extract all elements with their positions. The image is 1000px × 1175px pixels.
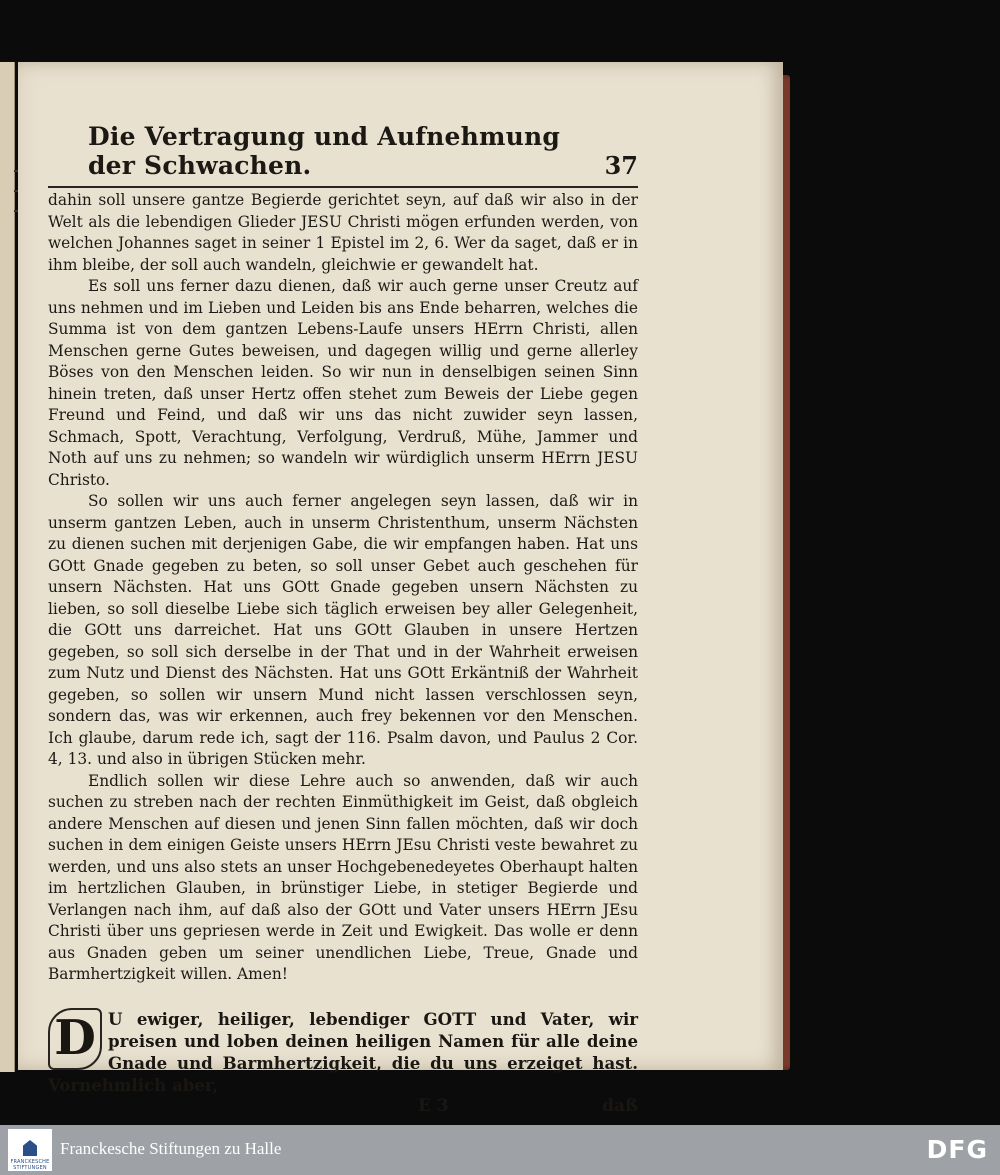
left-page-edge [0, 62, 15, 1072]
prayer-text: U ewiger, heiliger, lebendiger GOTT und Vater, wir preisen und loben deinen heiligen Namen für alle deine Gnade und Barmhertzigkeit, die du uns erzeiget hast. Vornehmlich aber, [48, 1008, 638, 1095]
running-head [48, 122, 638, 188]
paragraph: So sollen wir uns auch ferner angelegen seyn lassen, daß wir in unserm gantzen Leben, auch in unserm Christenthum, unserm Nächsten zu dienen suchen mit derjenigen Gabe, die wir empfangen haben. Hat uns GOtt Gnade gegeben zu beten, so soll unser Gebet auch geschehen für unsern Nächsten. Hat uns GOtt Gnade gegeben unsern Nächsten zu lieben, so soll dieselbe Liebe sich täglich erweisen bey aller Gelegenheit, die GOtt uns darreichet. Hat uns GOtt Glauben in unsere Hertzen gegeben, so soll sich derselbe in der That und in der Wahrheit erweisen zum Nutz und Dienst des Nächsten. Hat uns GOtt Erkäntniß der Wahrheit gegeben, so sollen wir unsern Mund nicht lassen verschlossen seyn, sondern das, was wir erkennen, auch frey bekennen vor den Menschen. Ich glaube, darum rede ich, sagt der 116. Psalm davon, und Paulus 2 Cor. 4, 13. und also in übrigen Stücken mehr. [48, 492, 638, 768]
franckesche-logo[interactable] [8, 1129, 52, 1171]
dfg-logo[interactable]: DFG [926, 1135, 988, 1164]
institution-link[interactable]: Franckesche Stiftungen zu Halle [60, 1139, 282, 1158]
paragraph: Es soll uns ferner dazu dienen, daß wir auch gerne unser Creutz auf uns nehmen und im Lieben und Leiden bis ans Ende beharren, welches die Summa ist von dem gantzen Lebens-Laufe unsers HErrn Christi, allen Menschen gerne Gutes beweisen, und dagegen willig und gerne allerley Böses von den Menschen leiden. So wir nun in denselbigen seinen Sinn hinein treten, daß unser Hertz offen stehet zum Beweis der Liebe gegen Freund und Feind, und daß wir uns das nicht zuwider seyn lassen, Schmach, Spott, Verachtung, Verfolgung, Verdruß, Mühe, Jammer und Noth auf uns zu nehmen; so wandeln wir würdiglich unserm HErrn JESU Christo. [48, 277, 638, 489]
page-number: 37 [604, 151, 638, 180]
decorated-initial: D [48, 1008, 102, 1070]
footer-bar [0, 1125, 1000, 1175]
catchword: daß [602, 1095, 638, 1116]
page-content [48, 122, 638, 1116]
body-text [48, 190, 638, 986]
paragraph: Endlich sollen wir diese Lehre auch so anwenden, daß wir auch suchen zu streben nach der rechten Einmüthigkeit im Geist, daß obgleich andere Menschen auf diesen und jenen Sinn fallen möchten, daß wir doch suchen in dem einigen Geiste unsers HErrn JEsu Christi veste bewahret zu werden, und uns also stets an unser Hochgebenedeyetes Oberhaupt halten im hertzlichen Glauben, in brünstiger Liebe, in stetiger Begierde und Verlangen nach ihm, auf daß also der GOtt und Vater unsers HErrn JEsu Christi über uns gepriesen werde in Zeit und Ewigkeit. Das wolle er denn aus Gnaden geben um seiner unendlichen Liebe, Treue, Gnade und Barmhertzigkeit willen. Amen! [48, 771, 638, 983]
signature-mark: E 3 [418, 1095, 449, 1116]
page-foot [48, 1096, 638, 1116]
paragraph: dahin soll unsere gantze Begierde gerichtet seyn, auf daß wir also in der Welt als die lebendigen Glieder JESU Christi mögen erfunden werden, von welchen Johannes saget in seiner 1 Epistel im 2, 6. Wer da saget, daß er in ihm bleibe, der soll auch wandeln, gleichwie er gewandelt hat. [48, 191, 638, 274]
logo-text: FRANCKESCHE STIFTUNGEN [10, 1159, 50, 1171]
prayer-block [48, 1008, 638, 1096]
tower-icon [23, 1140, 37, 1156]
running-title: Die Vertragung und Aufnehmung der Schwachen. [88, 122, 561, 180]
book-page [18, 62, 783, 1116]
